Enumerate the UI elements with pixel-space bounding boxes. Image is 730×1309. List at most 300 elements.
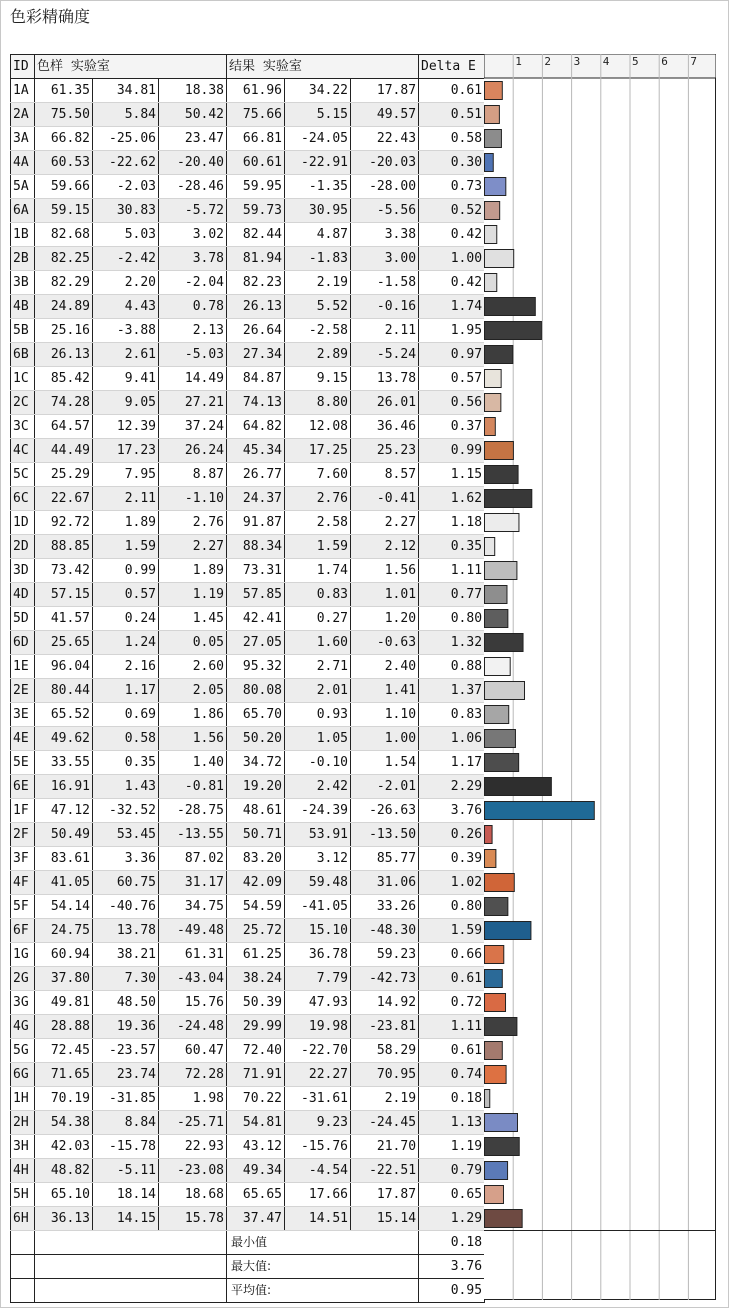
- result-l: 65.65: [227, 1183, 285, 1207]
- result-a: 2.01: [285, 679, 351, 703]
- patch-id: 2D: [11, 535, 35, 559]
- sample-l: 49.62: [35, 727, 93, 751]
- delta-e-value: 0.35: [419, 535, 485, 559]
- result-b: 17.87: [351, 79, 419, 103]
- delta-e-value: 0.79: [419, 1159, 485, 1183]
- patch-id: 5F: [11, 895, 35, 919]
- sample-b: -25.71: [159, 1111, 227, 1135]
- result-l: 26.77: [227, 463, 285, 487]
- table-row: [11, 775, 485, 799]
- result-b: 14.92: [351, 991, 419, 1015]
- sample-l: 25.16: [35, 319, 93, 343]
- patch-id: 4D: [11, 583, 35, 607]
- sample-l: 24.75: [35, 919, 93, 943]
- delta-e-value: 0.83: [419, 703, 485, 727]
- delta-e-value: 1.19: [419, 1135, 485, 1159]
- result-b: 17.87: [351, 1183, 419, 1207]
- sample-b: -2.04: [159, 271, 227, 295]
- result-l: 65.70: [227, 703, 285, 727]
- patch-id: 6C: [11, 487, 35, 511]
- sample-a: 53.45: [93, 823, 159, 847]
- patch-id: 1A: [11, 79, 35, 103]
- delta-e-value: 0.80: [419, 607, 485, 631]
- table-row: [11, 151, 485, 175]
- table-row: [11, 727, 485, 751]
- delta-e-bar: [485, 754, 519, 772]
- sample-a: -2.42: [93, 247, 159, 271]
- delta-e-value: 0.58: [419, 127, 485, 151]
- sample-b: -28.75: [159, 799, 227, 823]
- table-row: [11, 1063, 485, 1087]
- sample-b: 18.68: [159, 1183, 227, 1207]
- sample-b: 15.76: [159, 991, 227, 1015]
- sample-b: -20.40: [159, 151, 227, 175]
- result-a: 30.95: [285, 199, 351, 223]
- sample-l: 42.03: [35, 1135, 93, 1159]
- tick-label: 2: [544, 55, 552, 68]
- sample-a: 9.05: [93, 391, 159, 415]
- delta-e-bar: [485, 610, 508, 628]
- sample-b: 27.21: [159, 391, 227, 415]
- sample-a: -31.85: [93, 1087, 159, 1111]
- sample-a: 0.24: [93, 607, 159, 631]
- result-a: -2.58: [285, 319, 351, 343]
- summary-blank: [35, 1231, 227, 1255]
- delta-e-bar: [485, 178, 506, 196]
- result-b: 2.19: [351, 1087, 419, 1111]
- result-b: 85.77: [351, 847, 419, 871]
- patch-id: 5H: [11, 1183, 35, 1207]
- patch-id: 5C: [11, 463, 35, 487]
- patch-id: 3B: [11, 271, 35, 295]
- delta-e-bar: [485, 1066, 507, 1084]
- result-a: -24.39: [285, 799, 351, 823]
- result-b: -2.01: [351, 775, 419, 799]
- patch-id: 2H: [11, 1111, 35, 1135]
- table-row: [11, 343, 485, 367]
- delta-e-value: 1.13: [419, 1111, 485, 1135]
- sample-b: -5.72: [159, 199, 227, 223]
- patch-id: 6H: [11, 1207, 35, 1231]
- sample-b: 87.02: [159, 847, 227, 871]
- summary-blank: [11, 1255, 35, 1279]
- sample-a: 7.95: [93, 463, 159, 487]
- sample-l: 47.12: [35, 799, 93, 823]
- result-b: -0.16: [351, 295, 419, 319]
- result-l: 75.66: [227, 103, 285, 127]
- sample-l: 22.67: [35, 487, 93, 511]
- patch-id: 4G: [11, 1015, 35, 1039]
- delta-e-bar: [485, 826, 493, 844]
- sample-a: 5.03: [93, 223, 159, 247]
- patch-id: 1G: [11, 943, 35, 967]
- sample-a: 12.39: [93, 415, 159, 439]
- result-l: 19.20: [227, 775, 285, 799]
- result-l: 54.59: [227, 895, 285, 919]
- delta-e-bar: [485, 1018, 517, 1036]
- sample-l: 75.50: [35, 103, 93, 127]
- result-b: -48.30: [351, 919, 419, 943]
- patch-id: 1H: [11, 1087, 35, 1111]
- result-l: 50.39: [227, 991, 285, 1015]
- delta-e-bar: [485, 442, 514, 460]
- delta-e-value: 1.06: [419, 727, 485, 751]
- delta-e-value: 1.29: [419, 1207, 485, 1231]
- sample-a: -2.03: [93, 175, 159, 199]
- delta-e-value: 0.77: [419, 583, 485, 607]
- delta-e-value: 0.18: [419, 1087, 485, 1111]
- tick-label: 4: [602, 55, 610, 68]
- result-l: 70.22: [227, 1087, 285, 1111]
- sample-a: 2.11: [93, 487, 159, 511]
- delta-e-bar: [485, 130, 502, 148]
- table-row: [11, 967, 485, 991]
- sample-l: 61.35: [35, 79, 93, 103]
- result-b: 2.12: [351, 535, 419, 559]
- sample-l: 72.45: [35, 1039, 93, 1063]
- patch-id: 5B: [11, 319, 35, 343]
- sample-a: 1.89: [93, 511, 159, 535]
- table-row: [11, 1087, 485, 1111]
- patch-id: 5D: [11, 607, 35, 631]
- summary-label: 最大值:: [227, 1255, 419, 1279]
- result-a: 0.93: [285, 703, 351, 727]
- sample-b: 31.17: [159, 871, 227, 895]
- sample-l: 54.14: [35, 895, 93, 919]
- patch-id: 1B: [11, 223, 35, 247]
- table-row: [11, 79, 485, 103]
- tick-label: 6: [661, 55, 668, 68]
- patch-id: 2E: [11, 679, 35, 703]
- result-b: 33.26: [351, 895, 419, 919]
- delta-e-bar: [485, 466, 519, 484]
- patch-id: 1C: [11, 367, 35, 391]
- result-a: 7.79: [285, 967, 351, 991]
- delta-e-bar: [485, 586, 507, 604]
- result-l: 34.72: [227, 751, 285, 775]
- result-l: 66.81: [227, 127, 285, 151]
- delta-e-value: 0.65: [419, 1183, 485, 1207]
- delta-e-bar: [485, 202, 500, 220]
- table-row: [11, 1183, 485, 1207]
- result-b: -5.24: [351, 343, 419, 367]
- table-row: [11, 1135, 485, 1159]
- delta-e-bar: [485, 562, 517, 580]
- sample-a: 1.17: [93, 679, 159, 703]
- table-row: [11, 319, 485, 343]
- sample-b: 2.05: [159, 679, 227, 703]
- sample-l: 57.15: [35, 583, 93, 607]
- patch-id: 5A: [11, 175, 35, 199]
- sample-a: 30.83: [93, 199, 159, 223]
- delta-e-value: 0.61: [419, 1039, 485, 1063]
- sample-b: 15.78: [159, 1207, 227, 1231]
- patch-id: 4F: [11, 871, 35, 895]
- sample-b: 1.98: [159, 1087, 227, 1111]
- sample-a: 3.36: [93, 847, 159, 871]
- delta-e-value: 1.02: [419, 871, 485, 895]
- result-a: 19.98: [285, 1015, 351, 1039]
- result-a: 17.25: [285, 439, 351, 463]
- sample-l: 26.13: [35, 343, 93, 367]
- result-a: 9.15: [285, 367, 351, 391]
- result-l: 95.32: [227, 655, 285, 679]
- table-row: [11, 1015, 485, 1039]
- result-b: 1.01: [351, 583, 419, 607]
- sample-b: 1.19: [159, 583, 227, 607]
- delta-e-bar-chart: [484, 54, 716, 1300]
- result-a: 1.59: [285, 535, 351, 559]
- result-a: 2.19: [285, 271, 351, 295]
- result-a: 47.93: [285, 991, 351, 1015]
- result-l: 88.34: [227, 535, 285, 559]
- sample-a: -23.57: [93, 1039, 159, 1063]
- result-l: 74.13: [227, 391, 285, 415]
- sample-b: 1.56: [159, 727, 227, 751]
- sample-a: 0.58: [93, 727, 159, 751]
- result-b: 58.29: [351, 1039, 419, 1063]
- result-b: -28.00: [351, 175, 419, 199]
- result-l: 73.31: [227, 559, 285, 583]
- delta-e-bar: [485, 370, 502, 388]
- sample-a: 5.84: [93, 103, 159, 127]
- sample-b: 2.13: [159, 319, 227, 343]
- table-row: [11, 535, 485, 559]
- patch-id: 3G: [11, 991, 35, 1015]
- sample-b: 34.75: [159, 895, 227, 919]
- table-row: [11, 991, 485, 1015]
- sample-a: 18.14: [93, 1183, 159, 1207]
- result-l: 59.73: [227, 199, 285, 223]
- sample-b: -13.55: [159, 823, 227, 847]
- result-b: 31.06: [351, 871, 419, 895]
- sample-l: 49.81: [35, 991, 93, 1015]
- result-b: -13.50: [351, 823, 419, 847]
- result-b: 1.10: [351, 703, 419, 727]
- delta-e-bar: [485, 802, 595, 820]
- sample-a: 8.84: [93, 1111, 159, 1135]
- table-row: [11, 487, 485, 511]
- result-l: 59.95: [227, 175, 285, 199]
- result-a: -4.54: [285, 1159, 351, 1183]
- result-l: 48.61: [227, 799, 285, 823]
- sample-b: -23.08: [159, 1159, 227, 1183]
- result-b: 26.01: [351, 391, 419, 415]
- sample-l: 28.88: [35, 1015, 93, 1039]
- sample-b: 26.24: [159, 439, 227, 463]
- table-row: [11, 295, 485, 319]
- sample-b: 0.78: [159, 295, 227, 319]
- patch-id: 3F: [11, 847, 35, 871]
- table-row: [11, 1039, 485, 1063]
- result-a: 15.10: [285, 919, 351, 943]
- table-row: [11, 583, 485, 607]
- result-b: -5.56: [351, 199, 419, 223]
- table-row: [11, 607, 485, 631]
- sample-l: 65.52: [35, 703, 93, 727]
- result-b: 1.41: [351, 679, 419, 703]
- result-l: 43.12: [227, 1135, 285, 1159]
- sample-b: 2.76: [159, 511, 227, 535]
- result-a: 14.51: [285, 1207, 351, 1231]
- header-id: ID: [11, 55, 35, 79]
- sample-b: -49.48: [159, 919, 227, 943]
- patch-id: 2A: [11, 103, 35, 127]
- table-row: [11, 655, 485, 679]
- patch-id: 4A: [11, 151, 35, 175]
- sample-l: 60.94: [35, 943, 93, 967]
- sample-l: 41.05: [35, 871, 93, 895]
- sample-l: 50.49: [35, 823, 93, 847]
- result-a: 12.08: [285, 415, 351, 439]
- sample-b: 60.47: [159, 1039, 227, 1063]
- sample-b: 8.87: [159, 463, 227, 487]
- delta-e-value: 0.73: [419, 175, 485, 199]
- delta-e-value: 0.99: [419, 439, 485, 463]
- sample-b: 18.38: [159, 79, 227, 103]
- patch-id: 6D: [11, 631, 35, 655]
- sample-l: 66.82: [35, 127, 93, 151]
- result-b: 22.43: [351, 127, 419, 151]
- result-b: 36.46: [351, 415, 419, 439]
- result-l: 25.72: [227, 919, 285, 943]
- sample-l: 25.29: [35, 463, 93, 487]
- delta-e-bar: [485, 946, 504, 964]
- result-b: 1.20: [351, 607, 419, 631]
- result-b: -0.41: [351, 487, 419, 511]
- sample-l: 60.53: [35, 151, 93, 175]
- result-l: 27.34: [227, 343, 285, 367]
- result-b: -0.63: [351, 631, 419, 655]
- table-row: [11, 175, 485, 199]
- sample-b: 1.89: [159, 559, 227, 583]
- table-row: [11, 247, 485, 271]
- sample-l: 71.65: [35, 1063, 93, 1087]
- table-row: [11, 703, 485, 727]
- sample-a: 0.35: [93, 751, 159, 775]
- sample-l: 37.80: [35, 967, 93, 991]
- result-b: -23.81: [351, 1015, 419, 1039]
- result-b: 2.40: [351, 655, 419, 679]
- sample-b: 2.27: [159, 535, 227, 559]
- delta-e-value: 1.11: [419, 1015, 485, 1039]
- sample-a: 0.69: [93, 703, 159, 727]
- delta-e-bar: [485, 922, 531, 940]
- result-l: 60.61: [227, 151, 285, 175]
- sample-b: 50.42: [159, 103, 227, 127]
- delta-e-value: 0.72: [419, 991, 485, 1015]
- table-row: [11, 463, 485, 487]
- delta-e-bar: [485, 1186, 504, 1204]
- result-a: 34.22: [285, 79, 351, 103]
- sample-a: 0.57: [93, 583, 159, 607]
- sample-b: 22.93: [159, 1135, 227, 1159]
- sample-l: 74.28: [35, 391, 93, 415]
- result-a: 1.74: [285, 559, 351, 583]
- sample-l: 73.42: [35, 559, 93, 583]
- result-a: 7.60: [285, 463, 351, 487]
- result-a: 1.05: [285, 727, 351, 751]
- tick-label: 7: [690, 55, 698, 68]
- result-l: 71.91: [227, 1063, 285, 1087]
- delta-e-bar: [485, 322, 542, 340]
- tick-label: 3: [573, 55, 581, 68]
- result-l: 81.94: [227, 247, 285, 271]
- patch-id: 3H: [11, 1135, 35, 1159]
- header-result-lab: 结果 实验室: [227, 55, 419, 79]
- delta-e-value: 1.00: [419, 247, 485, 271]
- table-row: [11, 1111, 485, 1135]
- result-a: 8.80: [285, 391, 351, 415]
- result-b: -22.51: [351, 1159, 419, 1183]
- delta-e-bar: [485, 682, 525, 700]
- delta-e-bar: [485, 1162, 508, 1180]
- delta-e-value: 0.52: [419, 199, 485, 223]
- patch-id: 1E: [11, 655, 35, 679]
- result-b: 8.57: [351, 463, 419, 487]
- sample-l: 82.25: [35, 247, 93, 271]
- delta-e-value: 1.32: [419, 631, 485, 655]
- result-l: 57.85: [227, 583, 285, 607]
- delta-e-bar: [485, 106, 500, 124]
- delta-e-value: 0.97: [419, 343, 485, 367]
- result-a: -1.35: [285, 175, 351, 199]
- sample-l: 59.15: [35, 199, 93, 223]
- delta-e-value: 2.29: [419, 775, 485, 799]
- tick-label: 5: [632, 55, 639, 68]
- result-a: -15.76: [285, 1135, 351, 1159]
- delta-e-bar: [485, 994, 506, 1012]
- sample-a: 4.43: [93, 295, 159, 319]
- delta-e-value: 1.37: [419, 679, 485, 703]
- result-b: 59.23: [351, 943, 419, 967]
- result-b: 1.56: [351, 559, 419, 583]
- sample-b: 3.02: [159, 223, 227, 247]
- patch-id: 6A: [11, 199, 35, 223]
- delta-e-value: 1.15: [419, 463, 485, 487]
- sample-a: 0.99: [93, 559, 159, 583]
- sample-a: 48.50: [93, 991, 159, 1015]
- sample-a: -22.62: [93, 151, 159, 175]
- delta-e-bar: [485, 346, 513, 364]
- summary-value: 0.18: [419, 1231, 485, 1255]
- sample-b: 23.47: [159, 127, 227, 151]
- delta-e-value: 0.61: [419, 79, 485, 103]
- sample-a: 1.43: [93, 775, 159, 799]
- patch-id: 4C: [11, 439, 35, 463]
- sample-l: 82.68: [35, 223, 93, 247]
- delta-e-value: 1.11: [419, 559, 485, 583]
- result-a: -0.10: [285, 751, 351, 775]
- result-a: 2.71: [285, 655, 351, 679]
- sample-a: 60.75: [93, 871, 159, 895]
- result-l: 84.87: [227, 367, 285, 391]
- table-row: [11, 799, 485, 823]
- delta-e-bar: [485, 970, 503, 988]
- result-b: 1.54: [351, 751, 419, 775]
- summary-label: 最小值: [227, 1231, 419, 1255]
- sample-l: 41.57: [35, 607, 93, 631]
- result-a: 5.15: [285, 103, 351, 127]
- table-row: [11, 751, 485, 775]
- header-delta-e: Delta E: [419, 55, 485, 79]
- table-row: [11, 559, 485, 583]
- sample-b: 72.28: [159, 1063, 227, 1087]
- sample-l: 54.38: [35, 1111, 93, 1135]
- header-sample-lab: 色样 实验室: [35, 55, 227, 79]
- sample-b: 37.24: [159, 415, 227, 439]
- sample-a: 7.30: [93, 967, 159, 991]
